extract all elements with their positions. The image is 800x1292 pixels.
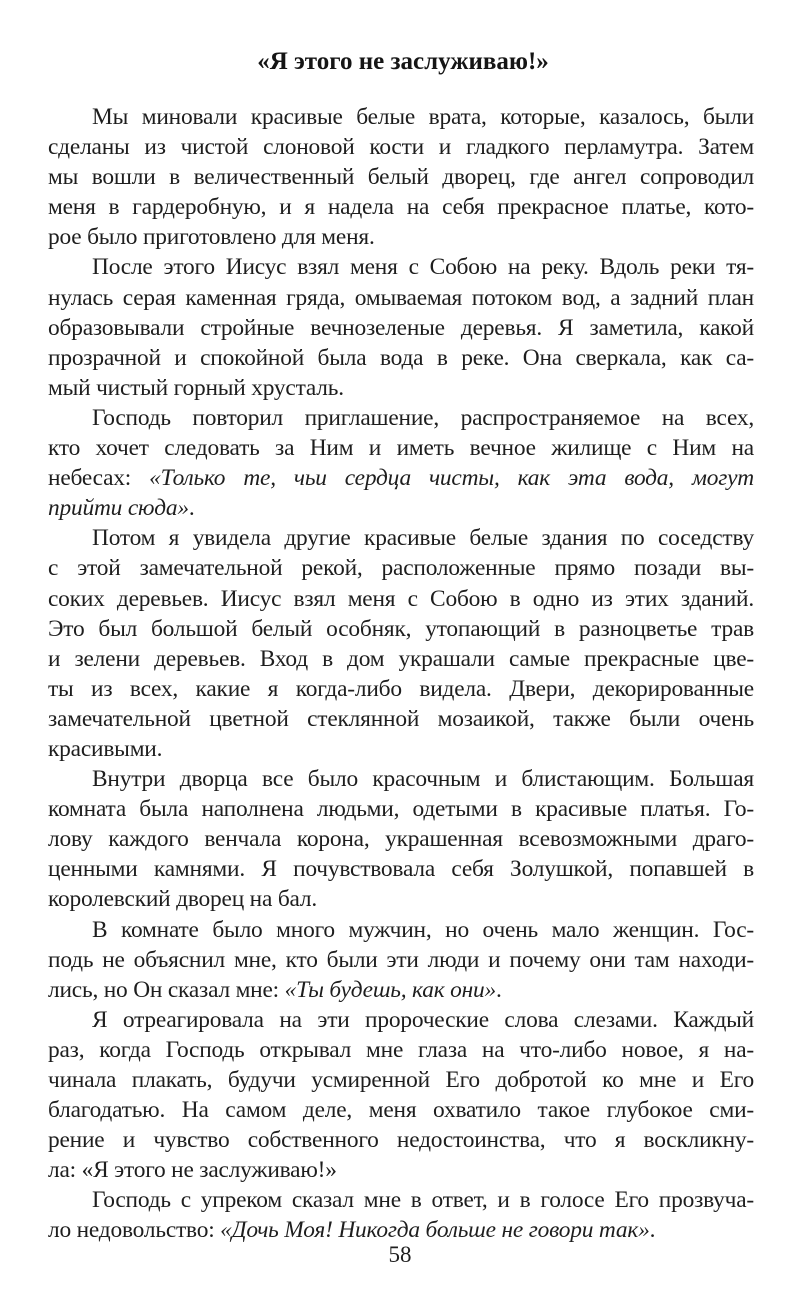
text-segment: мый чистый горный хрусталь. (48, 374, 344, 401)
text-line (48, 794, 754, 824)
text-segment: раз, когда Господь открывал мне глаза на что-либо новое, я на- (48, 1036, 754, 1063)
text-line (48, 553, 754, 583)
text-segment: благодатью. На самом деле, меня охватило такое глубокое сми- (48, 1097, 754, 1124)
italic-quote: прийти сюда» (48, 495, 189, 522)
text-segment: рение и чувство собственного недостоинства, что я воскликну- (48, 1127, 754, 1154)
text-line (48, 132, 754, 162)
text-segment: В комнате было много мужчин, но очень мало женщин. Гос- (92, 916, 754, 943)
text-line (48, 975, 754, 1005)
text-line (48, 945, 754, 975)
text-segment: Я отреагировала на эти пророческие слова слезами. Каждый (92, 1006, 754, 1033)
page-number: 58 (388, 1242, 412, 1267)
paragraph (48, 252, 754, 402)
text-line (48, 1185, 754, 1215)
text-segment: . (495, 976, 502, 1003)
text-line (48, 403, 754, 433)
text-segment: рое было приготовлено для меня. (48, 224, 375, 251)
text-line (48, 1125, 754, 1155)
text-line (48, 222, 754, 252)
paragraph (48, 915, 754, 1005)
text-segment: прозрачной и спокойной была вода в реке. Она сверкала, как са- (48, 344, 754, 371)
text-segment: Внутри дворца все было красочным и блистающим. Большая (92, 766, 754, 793)
text-line (48, 1005, 754, 1035)
text-segment: лись, но Он сказал мне: (48, 976, 285, 1003)
text-line (48, 283, 754, 313)
text-segment: ты из всех, какие я когда-либо видела. Двери, декорированные (48, 675, 754, 702)
text-segment: . (649, 1217, 656, 1244)
text-line (48, 433, 754, 463)
text-segment: . (188, 495, 195, 522)
text-segment: образовывали стройные вечнозеленые деревья. Я заметила, какой (48, 314, 754, 341)
text-line (48, 1155, 754, 1185)
text-line (48, 915, 754, 945)
text-line (48, 704, 754, 734)
text-segment: Мы миновали красивые белые врата, которые, казалось, были (92, 104, 754, 130)
text-line (48, 854, 754, 884)
text-line (48, 343, 754, 373)
text-segment: Господь с упреком сказал мне в ответ, и в голосе Его прозвуча- (92, 1187, 754, 1214)
text-segment: Господь повторил приглашение, распространяемое на всех, (92, 404, 754, 431)
text-line (48, 373, 754, 403)
text-line (48, 644, 754, 674)
text-line (48, 493, 754, 523)
paragraph (48, 403, 754, 523)
text-line (48, 523, 754, 553)
text-segment: кто хочет следовать за Ним и иметь вечное жилище с Ним на (48, 435, 754, 462)
text-line (48, 734, 754, 764)
text-line (48, 674, 754, 704)
body-text (48, 102, 754, 1246)
text-line (48, 192, 754, 222)
paragraph (48, 1185, 754, 1245)
text-segment: ла: «Я этого не заслуживаю!» (48, 1157, 337, 1184)
text-line (48, 1065, 754, 1095)
text-line (48, 824, 754, 854)
text-segment: и зелени деревьев. Вход в дом украшали самые прекрасные цве- (48, 645, 754, 672)
paragraph (48, 102, 754, 252)
paragraph (48, 1005, 754, 1186)
text-line (48, 1095, 754, 1125)
paragraph (48, 764, 754, 914)
text-segment: мы вошли в величественный белый дворец, где ангел сопроводил (48, 164, 754, 191)
text-segment: чинала плакать, будучи усмиренной Его добротой ко мне и Его (48, 1067, 754, 1093)
text-segment: красивыми. (48, 735, 163, 762)
italic-quote: «Ты будешь, как они» (284, 976, 496, 1003)
text-line (48, 1035, 754, 1065)
chapter-title: «Я этого не заслуживаю!» (257, 48, 549, 75)
text-segment: сделаны из чистой слоновой кости и гладкого перламутра. Затем (48, 134, 754, 161)
text-line (48, 313, 754, 343)
text-line (48, 463, 754, 493)
text-segment: с этой замечательной рекой, расположенные прямо позади вы- (48, 555, 754, 582)
text-line (48, 764, 754, 794)
paragraph (48, 523, 754, 764)
text-segment: ценными камнями. Я почувствовала себя Золушкой, попавшей в (48, 856, 754, 883)
text-segment: ло недовольство: (48, 1217, 221, 1244)
italic-quote: «Дочь Моя! Никогда больше не говори так» (220, 1217, 650, 1244)
text-segment: лову каждого венчала корона, украшенная всевозможными драго- (48, 826, 754, 853)
text-segment: королевский дворец на бал. (48, 886, 318, 913)
text-line (48, 162, 754, 192)
text-segment: соких деревьев. Иисус взял меня с Собою в одно из этих зданий. (48, 585, 754, 612)
text-segment: Это был большой белый особняк, утопающий в разноцветье трав (48, 615, 754, 642)
text-line (48, 614, 754, 644)
text-line (48, 102, 754, 132)
text-line (48, 884, 754, 914)
text-segment: Потом я увидела другие красивые белые здания по соседству (92, 525, 754, 552)
text-line (48, 584, 754, 614)
text-segment: нулась серая каменная гряда, омываемая потоком вод, а задний план (48, 284, 754, 311)
text-segment: замечательной цветной стеклянной мозаикой, также были очень (48, 705, 754, 732)
text-segment: После этого Иисус взял меня с Собою на реку. Вдоль реки тя- (92, 254, 754, 281)
text-line (48, 252, 754, 282)
text-segment: подь не объяснил мне, кто были эти люди и почему они там находи- (48, 946, 754, 973)
text-segment: комната была наполнена людьми, одетыми в красивые платья. Го- (48, 796, 754, 823)
text-segment: меня в гардеробную, и я надела на себя прекрасное платье, кото- (48, 194, 754, 221)
italic-quote: «Только те, чьи сердца чисты, как эта вода, могут (149, 465, 755, 492)
text-segment: небесах: (48, 465, 150, 492)
